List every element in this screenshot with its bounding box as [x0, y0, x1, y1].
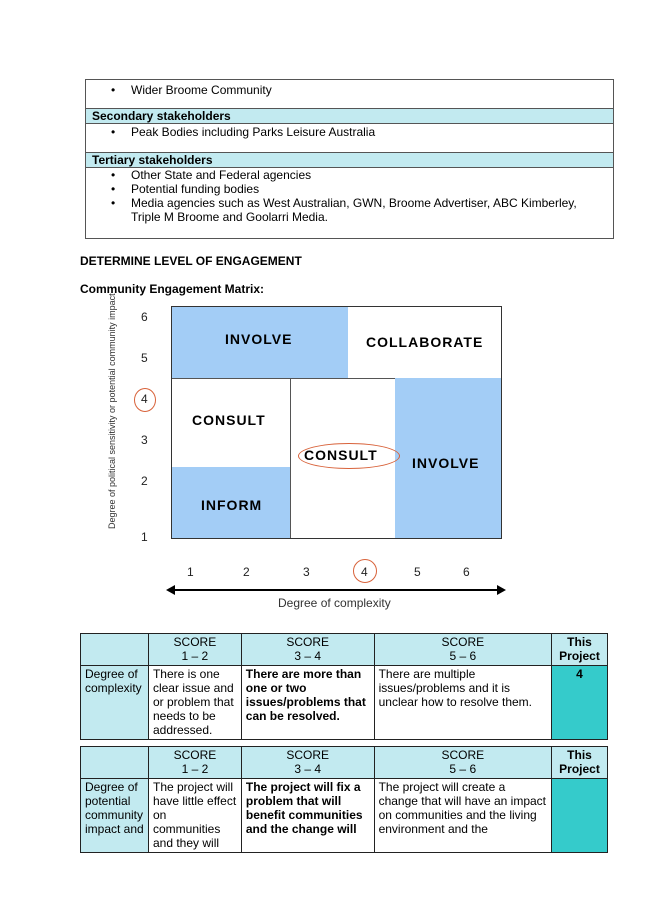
y-tick: 3	[141, 433, 148, 447]
primary-stakeholders	[86, 83, 613, 97]
y-tick: 5	[141, 351, 148, 365]
secondary-stakeholders-heading: Secondary stakeholders	[86, 108, 613, 124]
matrix-label-involve-right: INVOLVE	[412, 455, 480, 471]
tertiary-stakeholders-heading: Tertiary stakeholders	[86, 152, 613, 168]
list-item: • Wider Broome Community	[131, 83, 613, 97]
table-header-this-project: This Project	[551, 747, 607, 779]
table-row-label: Degree of potential community impact and	[81, 779, 149, 853]
matrix-label-collaborate: COLLABORATE	[366, 334, 484, 350]
project-score: 4	[552, 666, 608, 740]
matrix-label-inform: INFORM	[201, 497, 263, 513]
matrix-label-involve-top: INVOLVE	[225, 331, 293, 347]
x-tick: 2	[243, 565, 250, 579]
table-cell: There are multiple issues/problems and it is unclear how to resolve them.	[374, 666, 551, 740]
x-tick: 3	[303, 565, 310, 579]
matrix-label-consult-left: CONSULT	[192, 412, 266, 428]
table-header-empty	[81, 634, 149, 666]
table-row-label: Degree of complexity	[81, 666, 149, 740]
y-tick: 2	[141, 474, 148, 488]
x-tick: 4	[361, 565, 368, 579]
table-header-empty	[81, 747, 149, 779]
matrix-label-consult-mid: CONSULT	[304, 447, 378, 463]
project-score	[551, 779, 607, 853]
table-cell: The project will fix a problem that will benefit communities and the change will	[241, 779, 374, 853]
table-cell: There are more than one or two issues/problems that can be resolved.	[241, 666, 374, 740]
y-tick: 6	[141, 310, 148, 324]
stakeholder-box	[85, 79, 614, 239]
section-heading: DETERMINE LEVEL OF ENGAGEMENT	[80, 254, 302, 268]
y-tick: 1	[141, 530, 148, 544]
table-header-score-3: SCORE 5 – 6	[374, 747, 551, 779]
table-cell: There is one clear issue and or problem that needs to be addressed.	[148, 666, 241, 740]
table-cell: The project will have little effect on communities and they will	[148, 779, 241, 853]
x-axis-arrow	[166, 583, 506, 597]
table-header-this-project: This Project	[552, 634, 608, 666]
tertiary-stakeholders	[86, 168, 593, 224]
engagement-matrix	[171, 306, 502, 539]
y-tick: 4	[141, 392, 148, 406]
table-header-score-3: SCORE 5 – 6	[374, 634, 551, 666]
table-header-score-2: SCORE 3 – 4	[241, 634, 374, 666]
x-axis-label: Degree of complexity	[278, 596, 391, 610]
x-tick: 5	[414, 565, 421, 579]
list-item: • Potential funding bodies	[131, 182, 593, 196]
impact-score-table	[80, 746, 608, 853]
list-item: • Other State and Federal agencies	[131, 168, 593, 182]
table-header-score-1: SCORE 1 – 2	[148, 747, 241, 779]
x-tick: 1	[187, 565, 194, 579]
table-header-score-1: SCORE 1 – 2	[148, 634, 241, 666]
x-tick: 6	[463, 565, 470, 579]
secondary-stakeholders	[86, 125, 613, 139]
list-item: • Media agencies such as West Australian, GWN, Broome Advertiser, ABC Kimberley, Triple M Broome and Goolarri Media.	[131, 196, 593, 224]
table-header-score-2: SCORE 3 – 4	[241, 747, 374, 779]
complexity-score-table	[80, 633, 608, 740]
y-axis-label: Degree of political sensitivity or potential community impact	[107, 293, 117, 529]
table-cell: The project will create a change that will have an impact on communities and the living environment and the	[374, 779, 551, 853]
matrix-title: Community Engagement Matrix:	[80, 282, 265, 296]
list-item: • Peak Bodies including Parks Leisure Australia	[131, 125, 613, 139]
